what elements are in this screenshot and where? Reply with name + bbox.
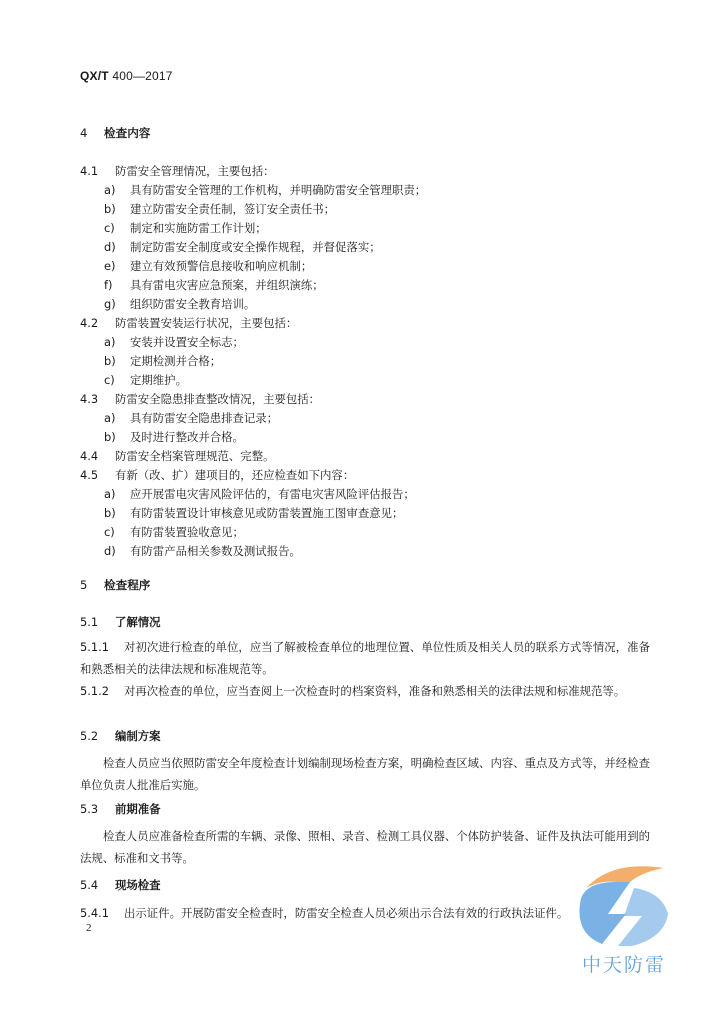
watermark-logo [572,858,676,976]
list-item: d) 制定防雷安全制度或安全操作规程，并督促落实； [104,240,381,254]
list-item: g) 组织防雷安全教育培训。 [104,297,256,311]
list-item: a) 应开展雷电灾害风险评估的，有雷电灾害风险评估报告； [104,487,415,501]
watermark-text: 中天防雷 [581,954,666,976]
list-item: f) 具有雷电灾害应急预案，并组织演练； [104,278,324,292]
clause-5-1-2: 5.1.2 对再次检查的单位，应当查阅上一次检查时的档案资料，准备和熟悉相关的法律法规和标准规范等。 [80,684,626,698]
list-item: c) 有防雷装置验收意见； [104,525,244,539]
list-item: a) 具有防雷安全管理的工作机构，并明确防雷安全管理职责； [104,183,427,197]
clause-5-1-heading: 5.1 了解情况 [80,615,161,629]
section-5-heading: 5 检查程序 [80,578,151,592]
lightning-logo-icon [572,858,676,950]
clause-5-2-text: 检查人员应当依照防雷安全年度检查计划编制现场检查方案，明确检查区域、内容、重点及方式等，并经检查单位负责人批准后实施。 [80,756,650,792]
list-item: c) 制定和实施防雷工作计划； [104,221,267,235]
clause-4-2: 4.2 防雷装置安装运行状况，主要包括： [80,316,298,330]
list-item: b) 有防雷装置设计审核意见或防雷装置施工图审查意见； [104,506,404,520]
clause-4-1: 4.1 防雷安全管理情况，主要包括： [80,164,275,178]
list-item: d) 有防雷产品相关参数及测试报告。 [104,544,301,558]
clause-5-3-text: 检查人员应准备检查所需的车辆、录像、照相、录音、检测工具仪器、个体防护装备、证件及执法可能用到的法规、标准和文书等。 [80,829,650,865]
list-item: a) 安装并设置安全标志； [104,335,244,349]
list-item: b) 建立防雷安全责任制，签订安全责任书； [104,202,336,216]
section-4-heading: 4 检查内容 [80,126,151,140]
clause-4-3: 4.3 防雷安全隐患排查整改情况，主要包括： [80,392,321,406]
clause-5-4-1: 5.4.1 出示证件。开展防雷安全检查时，防雷安全检查人员必须出示合法有效的行政执法证件。 [80,906,569,920]
clause-4-5: 4.5 有新（改、扩）建项目的，还应检查如下内容： [80,468,355,482]
clause-4-4: 4.4 防雷安全档案管理规范、完整。 [80,449,275,463]
clause-5-2-heading: 5.2 编制方案 [80,729,161,743]
clause-5-4-heading: 5.4 现场检查 [80,878,161,892]
clause-5-1-1: 5.1.1 对初次进行检查的单位，应当了解被检查单位的地理位置、单位性质及相关人员的联系方式等情况，准备和熟悉相关的法律法规和标准规范等。 [80,640,650,676]
list-item: e) 建立有效预警信息接收和响应机制； [104,259,313,273]
clause-5-3-heading: 5.3 前期准备 [80,802,161,816]
list-item: b) 定期检测并合格； [104,354,222,368]
list-item: c) 定期维护。 [104,373,187,387]
list-item: b) 及时进行整改并合格。 [104,430,244,444]
list-item: a) 具有防雷安全隐患排查记录； [104,411,279,425]
standard-code: QX/T 400—2017 [80,69,173,83]
page-number: 2 [86,922,92,934]
